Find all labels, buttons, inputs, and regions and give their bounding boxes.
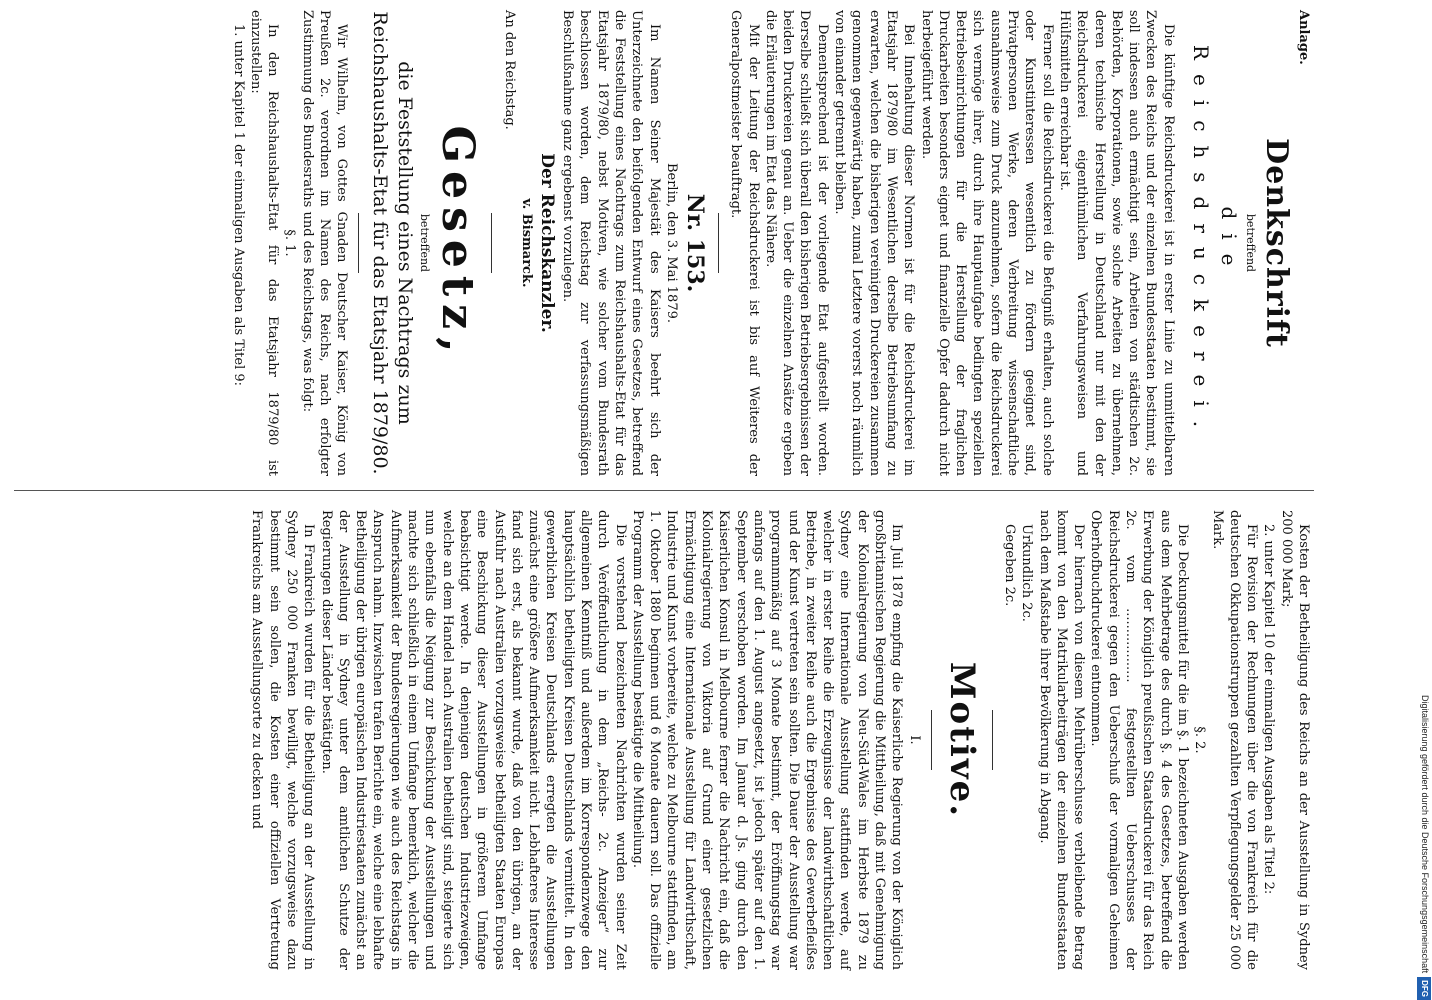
- section-1-item-1: 1. unter Kapitel 1 der einmaligen Ausgaben als Titel 9:: [230, 24, 246, 387]
- denkschrift-paragraph-3: Bei Innehaltung dieser Normen ist für die Reichsdruckerei im Etatsjahr 1879/80 im Wesentlichen derselbe Betriebsumfang zu erwarten, welchen die bisherigen vereinigten Druckereien zusammen genommen gegenwärtig haben, zumal Letztere vorerst noch räumlich von einander getrennt bleiben.: [832, 10, 917, 476]
- motive-paragraph-3: In Frankreich wurden für die Betheiligung an der Ausstellung in Sydney 250 000 Franken bewilligt, welche vorzugsweise dazu bestimmt sein sollen, die Kosten einer offiziellen Vertretung Frankreichs am Ausstellungsorte zu decken und: [249, 510, 317, 970]
- right-continuation: Kosten der Betheiligung des Reichs an der Ausstellung in Sydney 200 000 Mark;: [1278, 510, 1311, 970]
- gegeben: Gegeben 2c.: [1001, 524, 1017, 607]
- nr-153-paragraph: Im Namen Seiner Majestät des Kaisers beehrt sich der Unterzeichnete den beifolgenden Entwurf eines Gesetzes, betreffend die Feststellung eines Nachtrags zum Reichshaushalts-Etat für das Etatsjahr 1879/80, nebst Motiven, wie solcher vom Bundesrath beschlossen worden, dem Reichstag zur verfassungsmäßigen Beschlußnahme ganz ergebenst vorzulegen.: [560, 10, 662, 476]
- gesetz-betreffend: betreffend: [418, 213, 432, 273]
- gesetz-title: Gesetz,: [432, 125, 484, 361]
- gesetz-subject: die Feststellung eines Nachtrags zum Reichshaushalts-Etat für das Etatsjahr 1879/80.: [369, 11, 417, 475]
- an-den-reichstag: An den Reichstag.: [501, 10, 517, 130]
- digitization-credit-text: Digitalisierung gefördert durch die Deutsche Forschungsgemeinschaft: [1420, 694, 1430, 974]
- section-rule-4: [992, 710, 993, 770]
- denkschrift-paragraph-2: Ferner soll die Reichsdruckerei die Befugniß erhalten, auch solche oder Kunstinteressen wesentlich zu fördern geeignet sind, Privatpersonen Werke, deren Verbreitung wissenschaftliche ausnahmsweise zum Druck anzunehmen, sofern die Reichsdruckerei sich vermöge ihrer, durch ihre Hauptaufgabe bedingten speziellen Betriebseinrichtungen für die Herstellung der fraglichen Druckarbeiten besonders eignet und finanzielle Opfer dadurch nicht herbeigeführt werden.: [918, 10, 1055, 476]
- section-rule: [718, 213, 719, 273]
- column-divider: [14, 490, 1314, 491]
- digitization-credit: [1418, 0, 1432, 1000]
- denkschrift-paragraph-5: Mit der Leitung der Reichsdruckerei ist bis auf Weiteres der Generalpostmeister beauftragt.: [728, 10, 761, 476]
- section-1-label: §. 1.: [282, 229, 298, 257]
- section-1-text: In den Reichshaushalts-Etat für das Etatsjahr 1879/80 ist einzustellen:: [247, 10, 281, 476]
- denkschrift-title: Denkschrift: [1258, 138, 1294, 348]
- right-item-2: 2. unter Kapitel 10 der einmaligen Ausgaben als Titel 2:: [1261, 524, 1277, 895]
- dfg-logo: DFG: [1417, 977, 1431, 1000]
- section-rule-5: [931, 710, 932, 770]
- section-2-text: Die Deckungsmittel für die im §. 1 bezeichneten Ausgaben werden aus dem Mehrbetrage des durch §. 4 des Gesetzes, betreffend die Erwerbung der Königlich preußischen Staatsdruckerei für das Reich 2c. vom .................. festgestellten Ueberschusses der Reichsdruckerei gegen den Ueberschuß der vormaligen Geheimen Oberhofbuchdruckerei entnommen.: [1088, 510, 1190, 970]
- right-titel-2-text: Für Revision der Rechnungen über die von Frankreich für die deutschen Okkupationstruppen gezahlten Verpflegungsgelder 25 000 Mark.: [1209, 510, 1260, 970]
- right-paragraph-hiernach: Der hiernach von diesem Mehrüberschusse verbleibende Betrag kommt von den Matrikularbeiträgen der einzelnen Bundesstaaten nach dem Maßstabe ihrer Bevölkerung in Abgang.: [1036, 510, 1087, 970]
- urkundlich: Urkundlich 2c.: [1019, 524, 1035, 622]
- motive-paragraph-1: Im Juli 1878 empfing die Kaiserliche Regierung von der Königlich großbritannischen Regierung die Mittheilung, daß mit Genehmigung der Kolonialregierung von Neu-Süd-Wales im Herbste 1879 zu Sydney eine Internationale Ausstellung stattfinden werde, auf welcher in erster Reihe die Erzeugnisse der landwirthschaftlichen Betriebe, in zweiter Reihe auch die Ergebnisse des Gewerbefleißes und der Kunst vertreten sein sollten. Die Dauer der Ausstellung war programmmäßig auf 3 Monate bestimmt, der Eröffnungstag war anfangs auf den 1. August angesetzt, ist jedoch später auf den 1. September verschoben worden. Im Januar d. Js. ging durch den Kaiserlichen Konsul in Melbourne ferner die Nachricht ein, daß die Kolonialregierung von Viktoria auf Grund einer gesetzlichen Ermächtigung eine Internationale Ausstellung für Landwirthschaft, Industrie und Kunst vorbereite, welche zu Melbourne stattfinden, am 1. Oktober 1880 beginnen und 6 Monate dauern soll. Das offizielle Programm der Ausstellung bestätigte die Mittheilung.: [629, 510, 905, 970]
- page-margin: [1318, 0, 1370, 1000]
- denkschrift-paragraph-4: Dementsprechend ist der vorliegende Etat aufgestellt worden. Derselbe schließt sich überall den bisherigen Betriebsergebnissen der beiden Druckereien genau an. Ueber die einzelnen Ansätze ergeben die Erläuterungen im Etat das Nähere.: [762, 10, 830, 476]
- anlage-label: Anlage.: [1296, 10, 1311, 65]
- right-column: [248, 510, 1312, 970]
- nr-153-heading: Nr. 153.: [681, 193, 708, 293]
- denkschrift-betreffend: betreffend: [1243, 213, 1257, 273]
- left-column: [229, 10, 1312, 476]
- wilhelm-paragraph: Wir Wilhelm, von Gottes Gnaden Deutscher Kaiser, König von Preußen 2c. verordnen im Namen des Reichs, nach erfolgter Zustimmung des Bundesraths und des Reichstags, was folgt:: [299, 10, 350, 476]
- section-rule-3: [358, 213, 359, 273]
- denkschrift-paragraph-1: Die künftige Reichsdruckerei ist in erster Linie zu unmittelbaren Zwecken des Reichs und der einzelnen Bundesstaaten bestimmt, sie soll indessen auch ermächtigt sein, Arbeiten von städtischen 2c. Behörden, Korporationen, sowie solche Arbeiten zu übernehmen, deren technische Herstellung in Deutschland nur mit den der Reichsdruckerei eigenthümlichen Verfahrungsweisen und Hülfsmitteln erreichbar ist.: [1056, 10, 1176, 476]
- bismarck-signature: v. Bismarck.: [518, 198, 534, 288]
- berlin-date: Berlin, den 3. Mai 1879.: [663, 162, 679, 324]
- motive-title: Motive.: [941, 661, 982, 819]
- section-2-label: §. 2.: [1192, 726, 1208, 754]
- section-rule-2: [491, 213, 492, 273]
- motive-paragraph-2: Die vorstehend bezeichneten Nachrichten wurden seiner Zeit durch Veröffentlichung in dem „Reichs- 2c. Anzeiger“ zur allgemeinen Kenntniß und außerdem im Korrespondenzwege den hauptsächlich betheiligten Kreisen Deutschlands vermittelt. In den gewerblichen Kreisen Deutschlands erregten die Ausstellungen zunächst eine größere Aufmerksamkeit nicht. Lebhafteres Interesse fand sich erst, als bekannt wurde, daß von den übrigen, an der Ausfuhr nach Australien vorzugsweise betheiligten Staaten Europas eine Beschickung dieser Ausstellungen in größerem Umfange beabsichtigt werde. In denjenigen deutschen Industriezweigen, welche an dem Handel nach Australien betheiligt sind, steigerte sich nun ebenfalls die Neigung zur Beschickung der Ausstellungen und machte sich schließlich in einem Umfange bemerklich, welcher die Aufmerksamkeit der Bundesregierungen wie auch des Reichstags in Anspruch nahm. Inzwischen trafen Berichte ein, welche eine lebhafte Betheiligung der übrigen europäischen Industriestaaten zunächst an der Ausstellung in Sydney unter dem amtlichen Schutze der Regierungen dieser Länder bestätigten.: [318, 510, 628, 970]
- denkschrift-subject: die Reichsdruckerei.: [1188, 44, 1241, 442]
- motive-section-number: I.: [906, 735, 922, 745]
- reichskanzler-label: Der Reichskanzler.: [536, 153, 557, 333]
